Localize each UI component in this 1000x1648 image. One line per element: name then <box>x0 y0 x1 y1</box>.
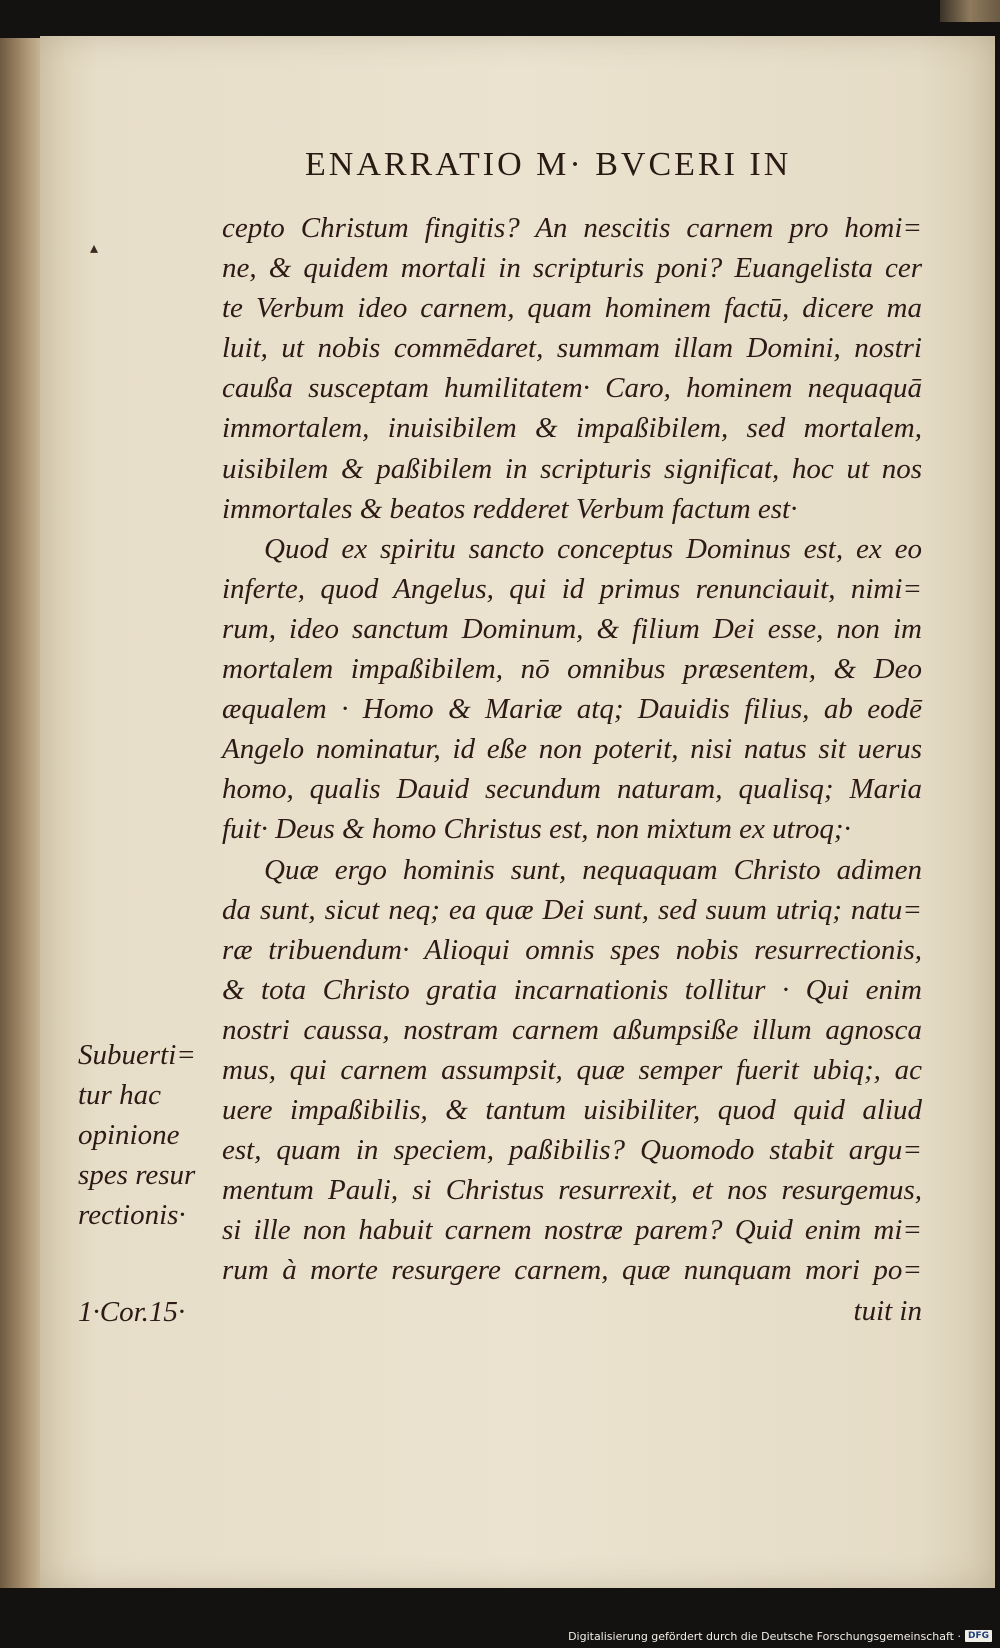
footer-text: Digitalisierung gefördert durch die Deutsche Forschungsgemeinschaft · <box>568 1629 961 1643</box>
text-line: nostri caussa, nostram carnem aßumpsiße illum agnosca <box>222 1013 922 1046</box>
text-line: immortalem, inuisibilem & impaßibilem, sed mortalem, <box>222 412 922 445</box>
body-text <box>222 208 922 1331</box>
text-line: te Verbum ideo carnem, quam hominem factū, dicere ma <box>222 292 922 325</box>
catchword: tuit in <box>853 1294 922 1327</box>
text-line: cepto Christum fingitis? An nescitis carnem pro homi= <box>222 212 922 244</box>
text-line: da sunt, sicut neq; ea quæ Dei sunt, sed suum utriq; natu= <box>222 893 922 926</box>
text-line: est, quam in speciem, paßibilis? Quomodo stabit argu= <box>222 1134 922 1167</box>
text-line: æqualem · Homo & Mariæ atq; Dauidis filius, ab eodē <box>222 693 922 726</box>
dfg-logo: DFG <box>965 1630 992 1642</box>
margin-mark: ▴ <box>90 240 99 257</box>
margin-note-line: rectionis· <box>78 1199 186 1232</box>
margin-note-line: tur hac <box>78 1079 161 1112</box>
text-line: uere impaßibilis, & tantum uisibiliter, quod quid aliud <box>222 1094 922 1127</box>
margin-note-line: Subuerti= <box>78 1039 196 1071</box>
margin-note-line: opinione <box>78 1119 180 1152</box>
text-line: uisibilem & paßibilem in scripturis significat, hoc ut nos <box>222 452 922 485</box>
text-line: fuit· Deus & homo Christus est, non mixtum ex utroq;· <box>222 813 851 846</box>
text-line: immortales & beatos redderet Verbum factum est· <box>222 492 798 525</box>
text-line: ne, & quidem mortali in scripturis poni? Euangelista cer <box>222 252 922 285</box>
text-line: mentum Pauli, si Christus resurrexit, et nos resurgemus, <box>222 1174 922 1207</box>
text-line: & tota Christo gratia incarnationis tollitur · Qui enim <box>222 973 922 1006</box>
text-line: Angelo nominatur, id eße non poterit, nisi natus sit uerus <box>222 733 922 766</box>
margin-reference: 1·Cor.15· <box>78 1296 186 1328</box>
text-line: rum, ideo sanctum Dominum, & filium Dei esse, non im <box>222 612 922 645</box>
text-line: mortalem impaßibilem, nō omnibus præsentem, & Deo <box>222 653 922 686</box>
text-line: homo, qualis Dauid secundum naturam, qualisq; Maria <box>222 773 922 806</box>
text-line: Quod ex spiritu sancto conceptus Dominus est, ex eo <box>264 532 922 565</box>
text-line: Quæ ergo hominis sunt, nequaquam Christo adimen <box>264 853 922 886</box>
text-line: mus, qui carnem assumpsit, quæ semper fuerit ubiq;, ac <box>222 1053 922 1086</box>
text-line: luit, ut nobis commēdaret, summam illam Domini, nostri <box>222 332 922 365</box>
digitization-footer <box>568 1626 992 1646</box>
text-line: si ille non habuit carnem nostræ parem? Quid enim mi= <box>222 1214 922 1247</box>
text-line: rum à morte resurgere carnem, quæ nunquam mori po= <box>222 1254 922 1287</box>
margin-note-line: spes resur <box>78 1159 196 1192</box>
text-line: ræ tribuendum· Alioqui omnis spes nobis resurrectionis, <box>222 933 922 966</box>
running-head: ENARRATIO M· BVCERI IN <box>305 146 792 183</box>
text-line: caußa susceptam humilitatem· Caro, hominem nequaquā <box>222 372 922 405</box>
text-line: inferte, quod Angelus, qui id primus renunciauit, nimi= <box>222 572 922 605</box>
margin-note <box>78 1035 208 1235</box>
book-spine-edge <box>0 38 44 1588</box>
book-edge-top <box>940 0 1000 22</box>
